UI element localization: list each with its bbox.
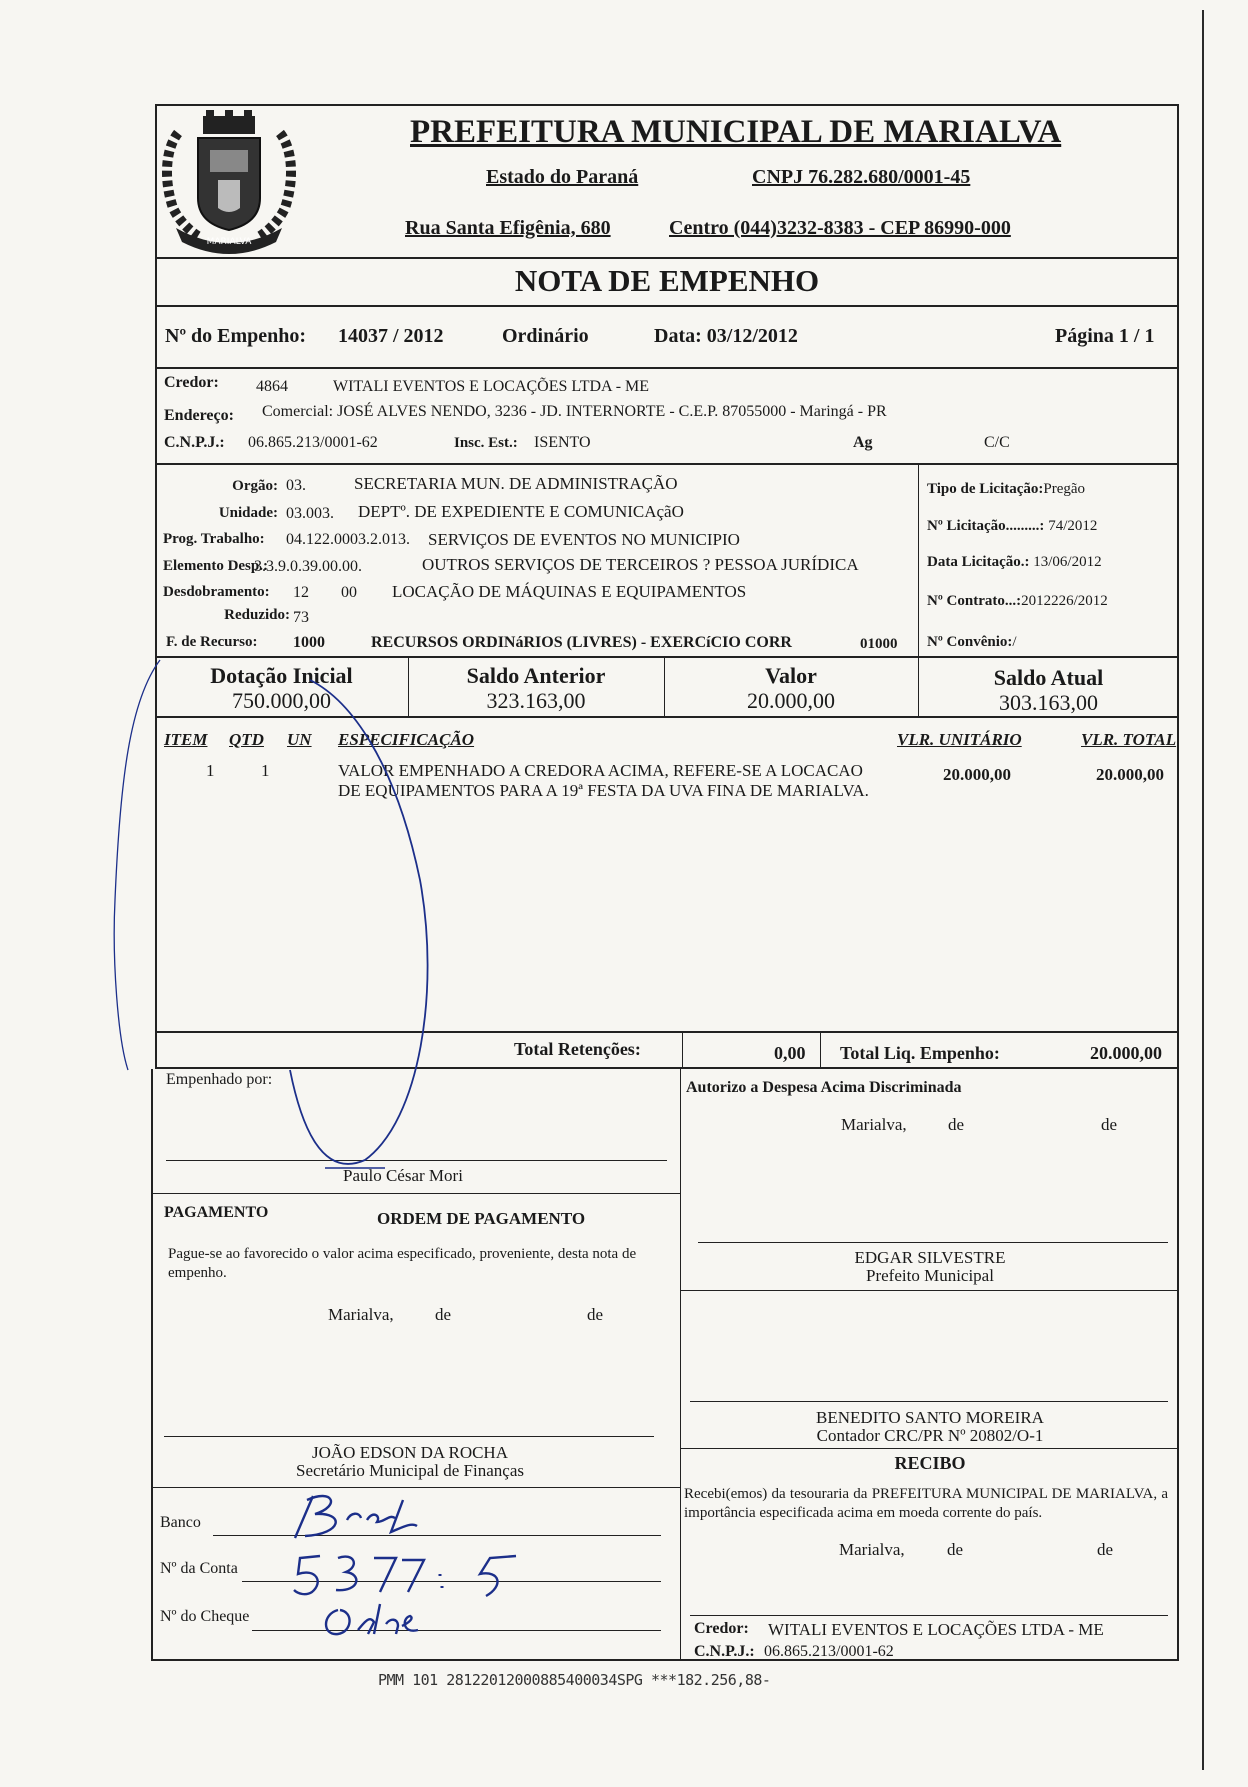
recibo-cnpj: 06.865.213/0001-62: [764, 1643, 894, 1660]
col-qtd: QTD: [229, 730, 264, 749]
retencoes-value: 0,00: [774, 1043, 806, 1063]
recurso-label: F. de Recurso:: [166, 634, 258, 650]
address-label: Endereço:: [164, 407, 234, 424]
prefeito-name: EDGAR SILVESTRE: [854, 1248, 1006, 1267]
recibo-city: Marialva,: [839, 1540, 905, 1559]
footer-code: PMM 101 28122012000885400034SPG ***182.256,88-: [378, 1671, 771, 1689]
prog-label: Prog. Trabalho:: [163, 531, 265, 547]
recurso-code: 1000: [293, 634, 325, 651]
desd-code: 12: [293, 584, 309, 601]
tipo-licitacao-value: Pregão: [1043, 481, 1086, 497]
autorizo-text: Autorizo a Despesa Acima Discriminada: [686, 1079, 962, 1096]
cheque-label: Nº do Cheque: [160, 1608, 250, 1625]
convenio-value: /: [1012, 634, 1017, 650]
item-number: 1: [206, 761, 215, 780]
valor-value: 20.000,00: [747, 688, 835, 713]
credor-cnpj: 06.865.213/0001-62: [248, 434, 378, 451]
col-spec: ESPECIFICAÇÃO: [338, 730, 475, 749]
autorizo-de-2: de: [1101, 1115, 1118, 1134]
pagamento-de-2: de: [587, 1305, 604, 1324]
reduzido-label: Reduzido:: [224, 607, 290, 623]
seal-text: MARIALVA: [206, 237, 252, 247]
prog-name: SERVIÇOS DE EVENTOS NO MUNICIPIO: [428, 530, 740, 549]
contador-name: BENEDITO SANTO MOREIRA: [816, 1408, 1044, 1427]
empenho-number-label: Nº do Empenho:: [165, 325, 307, 347]
recurso-name: RECURSOS ORDINáRIOS (LIVRES) - EXERCíCIO CORR: [371, 634, 792, 651]
tipo-licitacao-label: Tipo de Licitação:Pregão: [927, 481, 1086, 497]
dotacao-inicial-value: 750.000,00: [232, 688, 331, 713]
col-item: ITEM: [164, 730, 208, 749]
saldo-anterior-label: Saldo Anterior: [466, 663, 606, 688]
insc-value: ISENTO: [534, 434, 591, 451]
saldo-atual-value: 303.163,00: [999, 690, 1098, 715]
elem-code: 3.3.9.0.39.00.00.: [254, 558, 362, 575]
pagamento-label: PAGAMENTO: [164, 1204, 269, 1221]
unidade-code: 03.003.: [286, 505, 334, 522]
municipality-title: PREFEITURA MUNICIPAL DE MARIALVA: [410, 114, 1062, 150]
col-un: UN: [287, 730, 312, 749]
pagamento-city: Marialva,: [328, 1305, 394, 1324]
empenhado-name: Paulo César Mori: [343, 1166, 463, 1185]
orgao-label: Orgão:: [232, 478, 278, 494]
doc-title: NOTA DE EMPENHO: [514, 263, 820, 298]
desd-name: LOCAÇÃO DE MÁQUINAS E EQUIPAMENTOS: [392, 582, 747, 601]
item-total-value: 20.000,00: [1096, 765, 1164, 784]
credor-address: Comercial: JOSÉ ALVES NENDO, 3236 - JD. INTERNORTE - C.E.P. 87055000 - Maringá - PR: [262, 403, 887, 420]
item-qtd: 1: [261, 761, 270, 780]
empenho-number: 14037 / 2012: [338, 325, 444, 347]
recibo-text: Recebi(emos) da tesouraria da PREFEITURA MUNICIPAL DE MARIALVA, a importância especificada acima em moeda corrente do país.: [684, 1486, 1168, 1521]
data-licitacao-value: 13/06/2012: [1033, 554, 1102, 570]
pagamento-de-1: de: [435, 1305, 452, 1324]
autorizo-de-1: de: [948, 1115, 965, 1134]
conta-label: Nº da Conta: [160, 1560, 238, 1577]
reduzido-value: 73: [293, 609, 309, 626]
item-unit-value: 20.000,00: [943, 765, 1011, 784]
orgao-code: 03.: [286, 477, 306, 494]
cnpj-label: CNPJ 76.282.680/0001-45: [752, 166, 971, 188]
empenho-date: Data: 03/12/2012: [654, 325, 798, 347]
elem-name: OUTROS SERVIÇOS DE TERCEIROS ? PESSOA JURÍDICA: [422, 555, 859, 574]
cc-label: C/C: [984, 434, 1010, 451]
valor-label: Valor: [765, 663, 817, 688]
saldo-anterior-value: 323.163,00: [486, 688, 586, 713]
contrato-value: 2012226/2012: [1021, 593, 1108, 609]
credor-cnpj-label: C.N.P.J.:: [164, 434, 225, 451]
recibo-credor-label: Credor:: [694, 1620, 749, 1637]
recibo-de-2: de: [1097, 1540, 1114, 1559]
address-street: Rua Santa Efigênia, 680: [405, 217, 611, 239]
item-spec-line2: DE EQUIPAMENTOS PARA A 19ª FESTA DA UVA FINA DE MARIALVA.: [338, 781, 869, 800]
empenho-type: Ordinário: [502, 325, 589, 347]
convenio-label: Nº Convênio:/: [927, 634, 1017, 650]
col-unit: VLR. UNITÁRIO: [897, 730, 1022, 749]
desd-label: Desdobramento:: [163, 584, 270, 600]
num-licitacao-value: 74/2012: [1048, 518, 1098, 534]
desd-sub: 00: [341, 584, 357, 601]
financas-name: JOÃO EDSON DA ROCHA: [312, 1443, 508, 1462]
credor-name: WITALI EVENTOS E LOCAÇÕES LTDA - ME: [333, 378, 650, 395]
banco-label: Banco: [160, 1514, 201, 1531]
recibo-title: RECIBO: [894, 1453, 966, 1473]
prog-code: 04.122.0003.2.013.: [286, 531, 410, 548]
col-total: VLR. TOTAL: [1081, 730, 1177, 749]
num-licitacao-label: Nº Licitação.........: 74/2012: [927, 518, 1098, 534]
state-label: Estado do Paraná: [486, 166, 639, 188]
recibo-de-1: de: [947, 1540, 964, 1559]
pagamento-text: Pague-se ao favorecido o valor acima especificado, proveniente, desta nota de empenho.: [168, 1246, 637, 1281]
recibo-cnpj-label: C.N.P.J.:: [694, 1643, 755, 1660]
contrato-label: Nº Contrato...:2012226/2012: [927, 593, 1108, 609]
unidade-label: Unidade:: [218, 505, 278, 521]
prefeito-title: Prefeito Municipal: [866, 1266, 994, 1285]
elem-label: Elemento Desp.:: [163, 558, 268, 574]
recibo-credor-name: WITALI EVENTOS E LOCAÇÕES LTDA - ME: [768, 1620, 1104, 1639]
credor-code: 4864: [256, 378, 288, 395]
total-liq-value: 20.000,00: [1090, 1043, 1162, 1063]
total-liq-label: Total Liq. Empenho:: [840, 1043, 1000, 1063]
empenhado-label: Empenhado por:: [166, 1071, 273, 1088]
orgao-name: SECRETARIA MUN. DE ADMINISTRAÇÃO: [354, 474, 678, 493]
autorizo-city: Marialva,: [841, 1115, 907, 1134]
ag-label: Ag: [853, 434, 873, 451]
unidade-name: DEPTº. DE EXPEDIENTE E COMUNICAçãO: [358, 502, 684, 521]
data-licitacao-label: Data Licitação.: 13/06/2012: [927, 554, 1102, 570]
address-rest: Centro (044)3232-8383 - CEP 86990-000: [669, 217, 1011, 239]
contador-title: Contador CRC/PR Nº 20802/O-1: [816, 1426, 1044, 1445]
saldo-atual-label: Saldo Atual: [993, 665, 1104, 690]
credor-label: Credor:: [164, 374, 219, 391]
empenho-page: Página 1 / 1: [1055, 325, 1155, 347]
dotacao-inicial-label: Dotação Inicial: [210, 663, 353, 688]
retencoes-label: Total Retenções:: [514, 1039, 641, 1059]
item-spec-line1: VALOR EMPENHADO A CREDORA ACIMA, REFERE-SE A LOCACAO: [338, 761, 863, 780]
insc-label: Insc. Est.:: [454, 435, 518, 451]
ordem-pagamento-label: ORDEM DE PAGAMENTO: [377, 1209, 586, 1228]
financas-title: Secretário Municipal de Finanças: [295, 1461, 524, 1480]
recurso-num: 01000: [860, 636, 898, 652]
